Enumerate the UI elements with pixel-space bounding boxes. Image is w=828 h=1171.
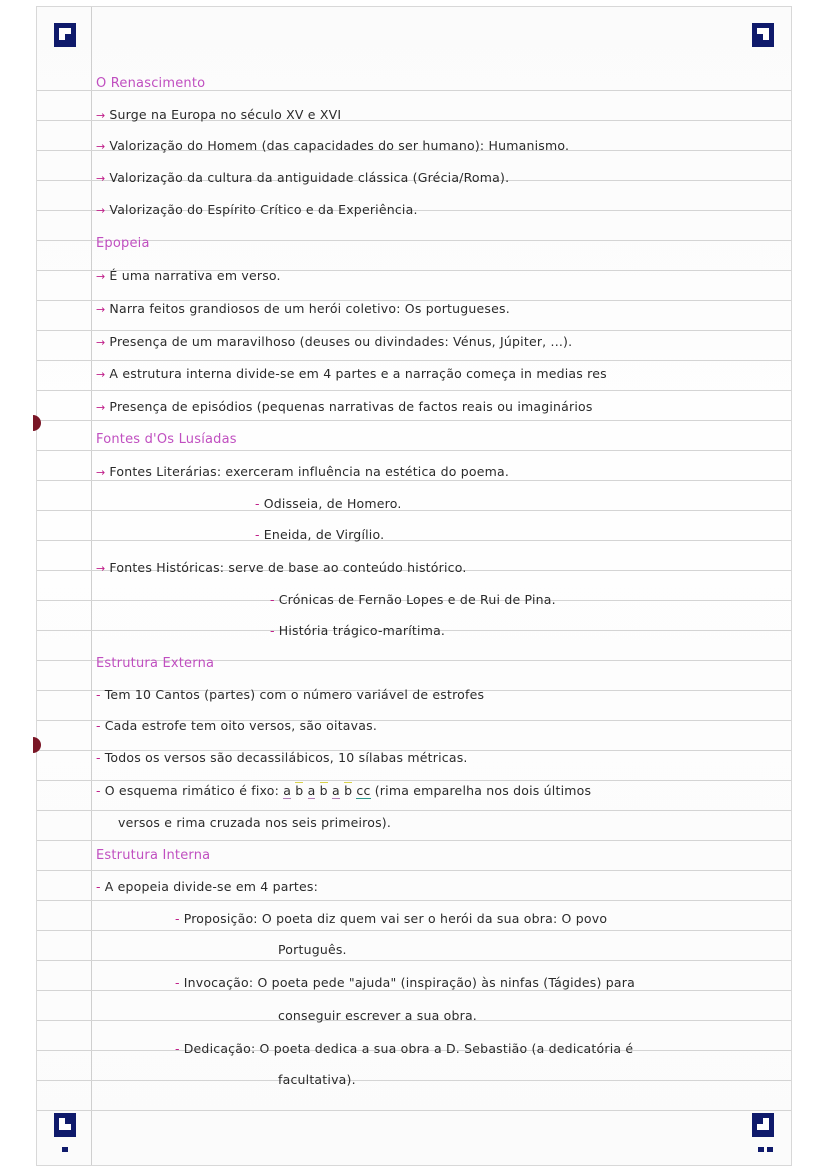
ruled-line <box>37 1080 791 1081</box>
section-heading-epopeia: Epopeia <box>96 236 150 251</box>
ruled-line <box>37 540 791 541</box>
ruled-line <box>37 360 791 361</box>
corner-marker-bottom-left-icon <box>54 1113 76 1137</box>
rhyme-letter: a <box>283 783 292 798</box>
ruled-line <box>37 420 791 421</box>
dash-bullet-icon: - <box>96 750 101 765</box>
dash-bullet-icon: - <box>96 879 101 894</box>
sub-list-item: - Eneida, de Virgílio. <box>255 527 385 542</box>
ruled-line <box>37 330 791 331</box>
ruled-line <box>37 390 791 391</box>
list-item: - Cada estrofe tem oito versos, são oitavas. <box>96 718 378 733</box>
ruled-line <box>37 480 791 481</box>
list-item: - Todos os versos são decassilábicos, 10 sílabas métricas. <box>96 750 468 765</box>
corner-marker-top-left-icon <box>54 23 76 47</box>
section-heading-estrutura-externa: Estrutura Externa <box>96 656 215 671</box>
list-item: → A estrutura interna divide-se em 4 partes e a narração começa in medias res <box>96 366 607 381</box>
arrow-bullet-icon: → <box>96 109 106 122</box>
ruled-line <box>37 450 791 451</box>
arrow-bullet-icon: → <box>96 562 106 575</box>
rhyme-letter: a <box>332 783 340 798</box>
sub-list-item: - Invocação: O poeta pede "ajuda" (inspiração) às ninfas (Tágides) para <box>175 975 635 990</box>
page-tab-marker-icon <box>62 1147 68 1152</box>
dash-bullet-icon: - <box>175 911 180 926</box>
ruled-line <box>37 1110 791 1111</box>
list-item: → Presença de episódios (pequenas narrativas de factos reais ou imaginários <box>96 399 593 414</box>
sub-list-item: - História trágico-marítima. <box>270 623 446 638</box>
corner-marker-top-right-icon <box>752 23 774 47</box>
rhyme-letter: c <box>356 783 364 798</box>
arrow-bullet-icon: → <box>96 270 106 283</box>
list-item: - Tem 10 Cantos (partes) com o número variável de estrofes <box>96 687 485 702</box>
list-item: → Presença de um maravilhoso (deuses ou divindades: Vénus, Júpiter, ...). <box>96 334 573 349</box>
rhyme-letter: a <box>307 783 316 798</box>
sub-list-item-continuation: facultativa). <box>278 1072 356 1087</box>
ruled-line <box>37 960 791 961</box>
ruled-line <box>37 240 791 241</box>
dash-bullet-icon: - <box>175 975 180 990</box>
list-item: → Valorização do Homem (das capacidades do ser humano): Humanismo. <box>96 138 570 153</box>
arrow-bullet-icon: → <box>96 368 106 381</box>
ruled-line <box>37 510 791 511</box>
list-item-rhyme-scheme: - O esquema rimático é fixo: a b a b a b cc (rima emparelha nos dois últimos <box>96 783 592 798</box>
ruled-line <box>37 900 791 901</box>
ruled-line <box>37 870 791 871</box>
ruled-line <box>37 810 791 811</box>
list-item: → Fontes Históricas: serve de base ao conteúdo histórico. <box>96 560 467 575</box>
list-item: - A epopeia divide-se em 4 partes: <box>96 879 319 894</box>
arrow-bullet-icon: → <box>96 336 106 349</box>
sub-list-item-continuation: conseguir escrever a sua obra. <box>278 1008 477 1023</box>
arrow-bullet-icon: → <box>96 466 106 479</box>
list-item-continuation: versos e rima cruzada nos seis primeiros). <box>118 815 392 830</box>
punch-hole <box>33 415 41 431</box>
corner-marker-bottom-right-icon <box>752 1113 774 1137</box>
sub-list-item: - Proposição: O poeta diz quem vai ser o herói da sua obra: O povo <box>175 911 608 926</box>
list-item: → Narra feitos grandiosos de um herói coletivo: Os portugueses. <box>96 301 510 316</box>
section-heading-renascimento: O Renascimento <box>96 76 206 91</box>
dash-bullet-icon: - <box>270 592 275 607</box>
ruled-line <box>37 840 791 841</box>
dash-bullet-icon: - <box>175 1041 180 1056</box>
dash-bullet-icon: - <box>270 623 275 638</box>
page-tab-marker-icon <box>758 1147 764 1152</box>
rhyme-letter: b <box>319 783 328 798</box>
rhyme-letter: b <box>344 783 353 798</box>
arrow-bullet-icon: → <box>96 303 106 316</box>
ruled-line <box>37 930 791 931</box>
dash-bullet-icon: - <box>96 783 101 798</box>
page-tab-marker-icon <box>767 1147 773 1152</box>
arrow-bullet-icon: → <box>96 172 106 185</box>
rhyme-letter: b <box>295 783 304 798</box>
list-item: → Fontes Literárias: exerceram influência na estética do poema. <box>96 464 510 479</box>
rhyme-letter: c <box>363 783 371 798</box>
sub-list-item: - Crónicas de Fernão Lopes e de Rui de Pina. <box>270 592 556 607</box>
list-item: → Valorização do Espírito Crítico e da Experiência. <box>96 202 418 217</box>
dash-bullet-icon: - <box>255 496 260 511</box>
list-item: → É uma narrativa em verso. <box>96 268 281 283</box>
arrow-bullet-icon: → <box>96 140 106 153</box>
section-heading-estrutura-interna: Estrutura Interna <box>96 848 211 863</box>
dash-bullet-icon: - <box>96 687 101 702</box>
sub-list-item: - Dedicação: O poeta dedica a sua obra a D. Sebastião (a dedicatória é <box>175 1041 634 1056</box>
sub-list-item: - Odisseia, de Homero. <box>255 496 402 511</box>
dash-bullet-icon: - <box>96 718 101 733</box>
ruled-line <box>37 990 791 991</box>
dash-bullet-icon: - <box>255 527 260 542</box>
arrow-bullet-icon: → <box>96 401 106 414</box>
sub-list-item-continuation: Português. <box>278 942 347 957</box>
arrow-bullet-icon: → <box>96 204 106 217</box>
list-item: → Valorização da cultura da antiguidade clássica (Grécia/Roma). <box>96 170 510 185</box>
list-item: → Surge na Europa no século XV e XVI <box>96 107 342 122</box>
section-heading-fontes: Fontes d'Os Lusíadas <box>96 432 237 447</box>
ruled-line <box>37 780 791 781</box>
